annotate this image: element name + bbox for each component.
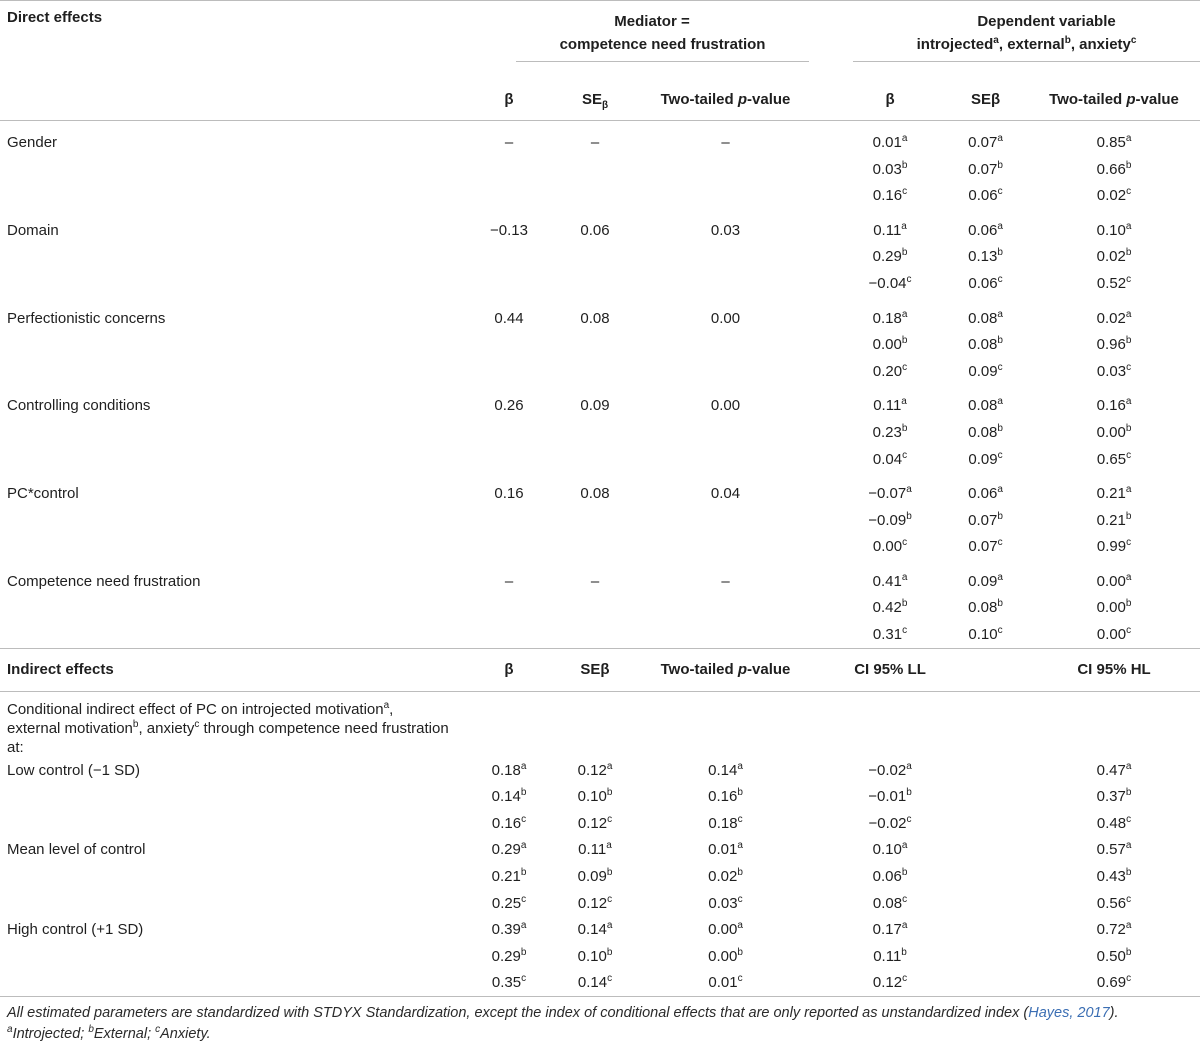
direct-row xyxy=(0,560,1200,595)
ind-hl: 0.50$^b$ xyxy=(1096,946,1132,965)
dv-line1: Dependent variable xyxy=(977,13,1116,31)
ind-empty xyxy=(943,837,1028,864)
mediator-beta xyxy=(466,507,552,534)
indirect-row xyxy=(0,783,1200,810)
col-pvalue: Two-tailed p-value xyxy=(638,78,813,121)
mediator-p xyxy=(638,534,813,561)
direct-row xyxy=(0,595,1200,622)
mediator-se xyxy=(552,244,638,271)
mediator-p xyxy=(638,446,813,473)
mediator-se xyxy=(552,534,638,561)
dv-se: 0.06$^a$ xyxy=(968,484,1003,503)
ind-p: 0.01$^a$ xyxy=(708,840,743,859)
ind-empty xyxy=(943,863,1028,890)
mediator-beta: 0.26 xyxy=(494,397,524,415)
mediator-se: 0.08 xyxy=(580,309,610,327)
row-label xyxy=(0,270,466,297)
mediator-p: 0.00 xyxy=(710,309,741,327)
mediator-p xyxy=(638,270,813,297)
indirect-effects-title: Indirect effects xyxy=(0,648,466,691)
ind-empty xyxy=(943,916,1028,943)
direct-row xyxy=(0,331,1200,358)
direct-row xyxy=(0,385,1200,420)
mediator-p xyxy=(638,156,813,183)
dv-se: 0.09$^c$ xyxy=(968,449,1003,468)
dv-beta: 0.01$^a$ xyxy=(872,132,908,151)
dv-se: 0.10$^c$ xyxy=(968,625,1003,644)
ind-se: 0.10$^b$ xyxy=(577,946,613,965)
mediator-beta xyxy=(466,270,552,297)
mediator-header xyxy=(466,1,813,36)
dv-beta: −0.07$^a$ xyxy=(868,484,912,503)
dv-beta: 0.42$^b$ xyxy=(872,598,908,617)
mediator-p: – xyxy=(721,572,730,590)
indirect-row xyxy=(0,757,1200,784)
dv-p: 0.00$^b$ xyxy=(1096,422,1132,441)
ind-hl: 0.57$^a$ xyxy=(1096,840,1132,859)
ind-hl: 0.43$^b$ xyxy=(1096,867,1132,886)
dv-se: 0.06$^c$ xyxy=(968,186,1003,205)
mediator-line2: competence need frustration xyxy=(516,36,809,62)
dv-beta: 0.20$^c$ xyxy=(872,361,908,380)
dv-p: 0.00$^a$ xyxy=(1096,571,1132,590)
dv-se: 0.07$^c$ xyxy=(968,537,1003,556)
ind-beta: 0.35$^c$ xyxy=(466,970,552,997)
mediator-beta xyxy=(466,244,552,271)
mediator-se xyxy=(552,446,638,473)
dv-se: 0.08$^b$ xyxy=(968,422,1003,441)
mediator-p xyxy=(638,507,813,534)
dv-p: 0.00$^b$ xyxy=(1096,598,1132,617)
dv-p: 0.10$^a$ xyxy=(1096,220,1132,239)
row-label: Domain xyxy=(7,221,59,239)
col-se-dv: SEβ xyxy=(943,78,1028,121)
mediator-se: 0.08 xyxy=(580,485,610,503)
direct-row xyxy=(0,270,1200,297)
dv-p: 0.66$^b$ xyxy=(1096,159,1132,178)
col-se: $SE_\beta$ xyxy=(552,78,638,121)
dv-beta: 0.04$^c$ xyxy=(872,449,908,468)
dv-p: 0.21$^b$ xyxy=(1096,510,1132,529)
mediator-p: 0.04 xyxy=(710,485,741,503)
ind-hl: 0.72$^a$ xyxy=(1096,920,1132,939)
ind-col-beta: β xyxy=(466,648,552,691)
dv-beta: 0.29$^b$ xyxy=(872,247,908,266)
direct-colheads xyxy=(0,78,1200,121)
row-label xyxy=(0,507,466,534)
ind-p: 0.01$^c$ xyxy=(638,970,813,997)
mediator-p: 0.00 xyxy=(710,397,741,415)
ind-ll: 0.06$^b$ xyxy=(872,867,908,886)
mediator-beta: 0.16 xyxy=(494,485,524,503)
row-label xyxy=(0,595,466,622)
ind-se: 0.09$^b$ xyxy=(577,867,613,886)
direct-row xyxy=(0,182,1200,209)
dv-beta: 0.23$^b$ xyxy=(872,422,908,441)
dv-se: 0.06$^a$ xyxy=(968,220,1003,239)
ind-empty xyxy=(943,970,1028,997)
dv-p: 0.02$^b$ xyxy=(1096,247,1132,266)
direct-row xyxy=(0,121,1200,156)
row-label: Gender xyxy=(7,133,58,151)
ind-beta: 0.29$^a$ xyxy=(491,840,527,859)
dv-p: 0.96$^b$ xyxy=(1096,335,1132,354)
mediator-se xyxy=(552,419,638,446)
dv-p: 0.16$^a$ xyxy=(1096,396,1132,415)
indirect-header-row xyxy=(0,648,1200,691)
mediator-beta: −0.13 xyxy=(490,221,528,239)
mediator-p xyxy=(638,621,813,648)
mediator-beta xyxy=(466,446,552,473)
ind-beta: 0.29$^b$ xyxy=(491,946,527,965)
mediator-beta xyxy=(466,331,552,358)
ind-hl: 0.47$^a$ xyxy=(1096,760,1132,779)
dv-se: 0.08$^a$ xyxy=(968,308,1003,327)
row-label xyxy=(0,534,466,561)
mediator-beta xyxy=(466,156,552,183)
ind-hl: 0.37$^b$ xyxy=(1096,787,1132,806)
ind-beta: 0.39$^a$ xyxy=(491,920,527,939)
mediator-p xyxy=(638,244,813,271)
ind-col-ll: CI 95% LL xyxy=(813,648,943,691)
ind-p: 0.00$^b$ xyxy=(708,946,743,965)
dv-beta: 0.00$^b$ xyxy=(872,335,908,354)
row-label xyxy=(0,331,466,358)
indirect-row xyxy=(0,970,1200,997)
row-label xyxy=(0,863,466,890)
mediator-se xyxy=(552,507,638,534)
ind-col-hl: CI 95% HL xyxy=(1028,648,1200,691)
ind-ll: −0.02$^a$ xyxy=(868,760,912,779)
ind-se: 0.12$^c$ xyxy=(577,893,613,912)
ind-ll: 0.17$^a$ xyxy=(872,920,908,939)
dv-beta: −0.04$^c$ xyxy=(868,273,912,292)
direct-row xyxy=(0,534,1200,561)
indirect-row xyxy=(0,810,1200,837)
dv-p: 0.02$^a$ xyxy=(1096,308,1132,327)
row-label xyxy=(0,358,466,385)
row-label xyxy=(0,810,466,837)
row-label xyxy=(0,943,466,970)
indirect-row xyxy=(0,863,1200,890)
dv-se: 0.09$^a$ xyxy=(968,571,1003,590)
row-label: Perfectionistic concerns xyxy=(7,309,166,327)
indirect-row xyxy=(0,943,1200,970)
dv-p: 0.03$^c$ xyxy=(1096,361,1132,380)
dv-beta: 0.41$^a$ xyxy=(872,571,908,590)
mediator-se: – xyxy=(590,133,600,151)
ind-beta: 0.14$^b$ xyxy=(491,787,527,806)
mediator-beta: – xyxy=(504,133,514,151)
dv-se: 0.09$^c$ xyxy=(968,361,1003,380)
indirect-description-row xyxy=(0,691,1200,757)
row-label xyxy=(0,970,466,997)
ind-p: 0.03$^c$ xyxy=(708,893,743,912)
dv-beta: 0.16$^c$ xyxy=(872,186,908,205)
ind-empty xyxy=(943,757,1028,784)
citation-link[interactable]: Hayes, 2017 xyxy=(1028,1005,1110,1022)
dv-p: 0.99$^c$ xyxy=(1096,537,1132,556)
row-label xyxy=(0,446,466,473)
direct-header-row2 xyxy=(0,36,1200,63)
dv-se: 0.06$^c$ xyxy=(968,273,1003,292)
mediator-p xyxy=(638,331,813,358)
row-label: Low control (−1 SD) xyxy=(7,761,140,779)
mediator-beta: 0.44 xyxy=(494,309,524,327)
ind-hl: 0.69$^c$ xyxy=(1028,970,1200,997)
row-label xyxy=(0,783,466,810)
direct-row xyxy=(0,209,1200,244)
dv-se: 0.08$^b$ xyxy=(968,335,1003,354)
ind-se: 0.14$^c$ xyxy=(552,970,638,997)
dv-header xyxy=(813,1,1200,36)
row-label xyxy=(0,419,466,446)
direct-row xyxy=(0,446,1200,473)
ind-p: 0.18$^c$ xyxy=(708,813,743,832)
mediator-se xyxy=(552,331,638,358)
indirect-row xyxy=(0,837,1200,864)
dv-beta: 0.11$^a$ xyxy=(873,396,907,415)
row-label xyxy=(0,156,466,183)
direct-row xyxy=(0,621,1200,648)
ind-beta: 0.25$^c$ xyxy=(491,893,527,912)
dv-p: 0.21$^a$ xyxy=(1096,484,1132,503)
ind-se: 0.12$^a$ xyxy=(577,760,613,779)
row-label: High control (+1 SD) xyxy=(7,921,144,939)
dv-beta: 0.03$^b$ xyxy=(872,159,908,178)
mediator-p xyxy=(638,419,813,446)
col-pvalue-dv: Two-tailed p-value xyxy=(1028,78,1200,121)
dv-se: 0.08$^a$ xyxy=(968,396,1003,415)
mediator-p xyxy=(638,182,813,209)
ind-empty xyxy=(943,890,1028,917)
dv-p: 0.00$^c$ xyxy=(1096,625,1132,644)
row-label: Controlling conditions xyxy=(7,397,151,415)
ind-beta: 0.21$^b$ xyxy=(491,867,527,886)
ind-ll: 0.10$^a$ xyxy=(872,840,908,859)
ind-p: 0.00$^a$ xyxy=(708,920,743,939)
ind-hl: 0.48$^c$ xyxy=(1096,813,1132,832)
direct-row xyxy=(0,297,1200,332)
direct-effects-title: Direct effects xyxy=(0,1,466,36)
mediator-p xyxy=(638,358,813,385)
dv-se: 0.13$^b$ xyxy=(968,247,1003,266)
ind-empty xyxy=(943,783,1028,810)
ind-hl: 0.56$^c$ xyxy=(1096,893,1132,912)
mediator-beta: – xyxy=(504,572,514,590)
dv-beta: 0.18$^a$ xyxy=(872,308,908,327)
mediator-p: – xyxy=(721,133,730,151)
mediator-beta xyxy=(466,419,552,446)
dv-p: 0.52$^c$ xyxy=(1096,273,1132,292)
ind-p: 0.02$^b$ xyxy=(708,867,743,886)
dv-se: 0.07$^b$ xyxy=(968,159,1003,178)
row-label xyxy=(0,182,466,209)
ind-p: 0.14$^a$ xyxy=(708,760,743,779)
direct-header-row xyxy=(0,1,1200,36)
ind-empty xyxy=(943,810,1028,837)
direct-row xyxy=(0,507,1200,534)
ind-beta: 0.16$^c$ xyxy=(491,813,527,832)
mediator-beta xyxy=(466,621,552,648)
indirect-description: Conditional indirect effect of PC on introjected motivation$^a$, external motivation$^b$, anxiety$^c$ through competence need frustration at: xyxy=(7,699,449,756)
direct-row xyxy=(0,156,1200,183)
indirect-row xyxy=(0,916,1200,943)
ind-col-se: SEβ xyxy=(552,648,638,691)
indirect-row xyxy=(0,890,1200,917)
mediator-beta xyxy=(466,534,552,561)
mediator-se xyxy=(552,182,638,209)
ind-se: 0.10$^b$ xyxy=(577,787,613,806)
mediator-se xyxy=(552,621,638,648)
ind-se: 0.12$^c$ xyxy=(577,813,613,832)
mediator-se xyxy=(552,595,638,622)
row-label: Mean level of control xyxy=(7,841,146,859)
table-footnote: All estimated parameters are standardized with STDYX Standardization, except the index of conditional effects that are only reported as unstandardized index (Hayes, 2017). $^a$Introjected; $^b$External; $^c$Anxiety. xyxy=(7,1005,1119,1043)
direct-spacer-row xyxy=(0,62,1200,78)
mediator-se: 0.09 xyxy=(580,397,610,415)
row-label xyxy=(0,244,466,271)
direct-row xyxy=(0,419,1200,446)
ind-col-pvalue: Two-tailed p-value xyxy=(638,648,813,691)
dv-beta: 0.11$^a$ xyxy=(873,220,907,239)
dv-se: 0.07$^a$ xyxy=(968,132,1003,151)
mediator-se xyxy=(552,156,638,183)
mediator-beta xyxy=(466,358,552,385)
ind-se: 0.14$^a$ xyxy=(577,920,613,939)
col-beta-dv: β xyxy=(813,78,943,121)
mediator-p xyxy=(638,595,813,622)
direct-row xyxy=(0,358,1200,385)
dv-beta: −0.09$^b$ xyxy=(868,510,912,529)
direct-row xyxy=(0,472,1200,507)
mediator-se xyxy=(552,270,638,297)
mediator-beta xyxy=(466,595,552,622)
row-label: PC*control xyxy=(7,485,79,503)
dv-beta: 0.00$^c$ xyxy=(872,537,908,556)
dv-se: 0.08$^b$ xyxy=(968,598,1003,617)
mediator-se: 0.06 xyxy=(580,221,610,239)
dv-line2: introjected$^a$, external$^b$, anxiety$^c$ xyxy=(853,36,1200,62)
dv-p: 0.85$^a$ xyxy=(1096,132,1132,151)
mediator-line1: Mediator = xyxy=(614,13,690,31)
ind-ll: 0.08$^c$ xyxy=(872,893,908,912)
row-label: Competence need frustration xyxy=(7,572,201,590)
ind-ll: 0.11$^b$ xyxy=(873,946,907,965)
ind-ll: −0.01$^b$ xyxy=(868,787,912,806)
dv-se: 0.07$^b$ xyxy=(968,510,1003,529)
mediator-se: – xyxy=(590,572,600,590)
ind-p: 0.16$^b$ xyxy=(708,787,743,806)
row-label xyxy=(0,890,466,917)
ind-ll: 0.12$^c$ xyxy=(813,970,943,997)
dv-p: 0.02$^c$ xyxy=(1096,186,1132,205)
ind-ll: −0.02$^c$ xyxy=(868,813,912,832)
direct-row xyxy=(0,244,1200,271)
ind-se: 0.11$^a$ xyxy=(578,840,612,859)
dv-beta: 0.31$^c$ xyxy=(872,625,908,644)
mediator-beta xyxy=(466,182,552,209)
ind-beta: 0.18$^a$ xyxy=(491,760,527,779)
col-beta: β xyxy=(466,78,552,121)
dv-p: 0.65$^c$ xyxy=(1096,449,1132,468)
ind-empty xyxy=(943,943,1028,970)
mediator-se xyxy=(552,358,638,385)
mediator-p: 0.03 xyxy=(710,221,741,239)
row-label xyxy=(0,621,466,648)
